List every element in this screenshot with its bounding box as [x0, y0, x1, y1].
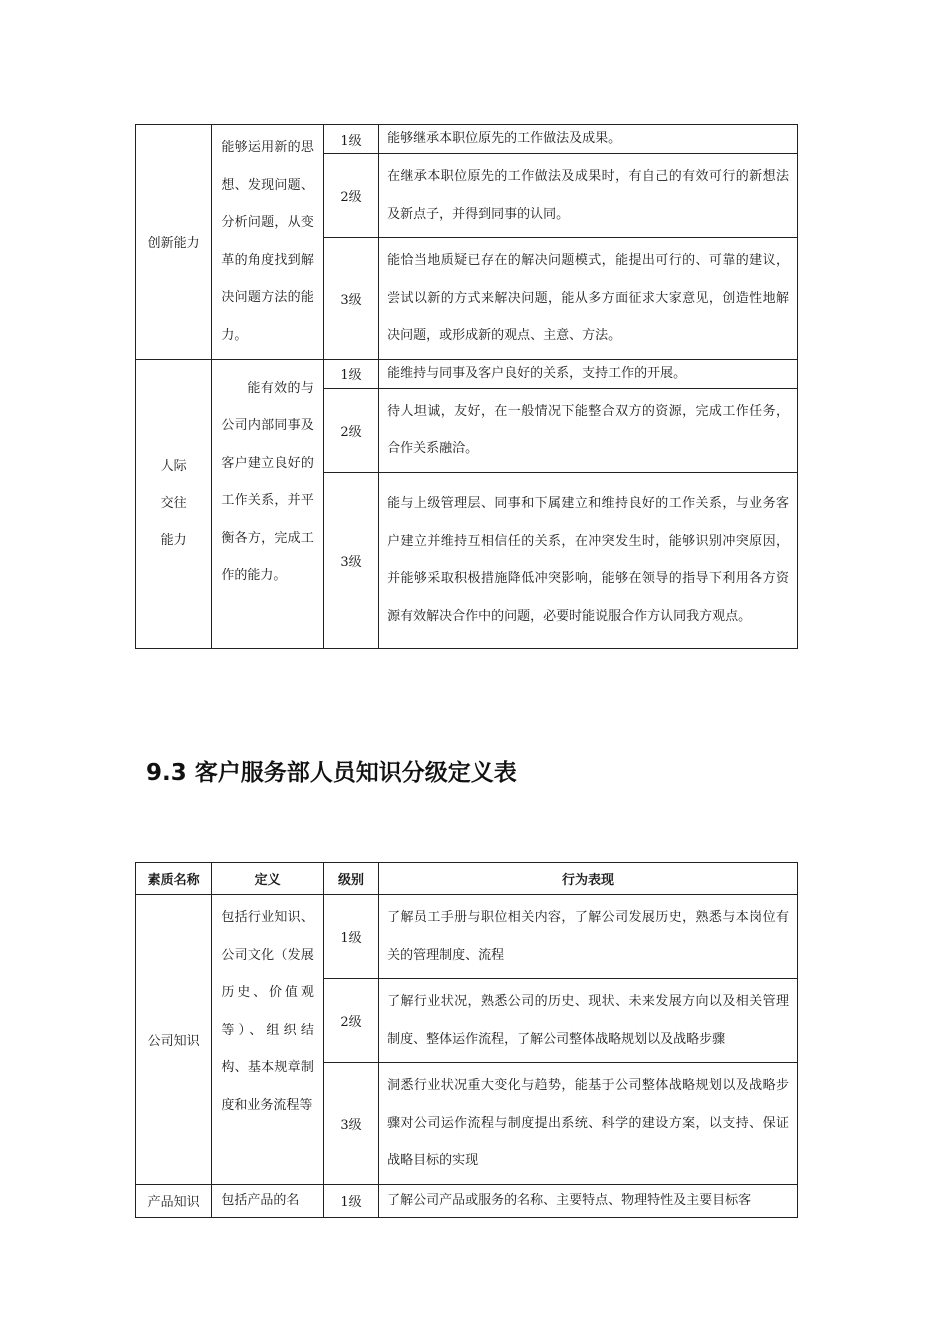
level-label: 3级: [323, 238, 378, 360]
column-header: 定义: [212, 863, 324, 895]
quality-name-company: 公司知识: [136, 895, 212, 1185]
quality-name-innovation: 创新能力: [136, 125, 212, 360]
quality-name-text: 人际交往能力: [160, 459, 187, 548]
table-row: [136, 359, 798, 388]
level-label: 2级: [323, 154, 378, 238]
table-row: [136, 895, 798, 979]
behavior-text: 能恰当地质疑已存在的解决问题模式，能提出可行的、可靠的建议，尝试以新的方式来解决问题，能从多方面征求大家意见，创造性地解决问题，或形成新的观点、主意、方法。: [379, 238, 798, 360]
definition-product: 包括产品的名: [212, 1184, 324, 1217]
column-header: 素质名称: [136, 863, 212, 895]
column-header: 级别: [323, 863, 378, 895]
definition-innovation: 能够运用新的思想、发现问题、分析问题，从变革的角度找到解决问题方法的能力。: [212, 125, 324, 360]
table-header-row: [136, 863, 798, 895]
level-label: 1级: [323, 1184, 378, 1217]
level-label: 3级: [323, 1063, 378, 1185]
knowledge-table: [135, 862, 798, 1218]
level-label: 1级: [323, 895, 378, 979]
behavior-text: 在继承本职位原先的工作做法及成果时，有自己的有效可行的新想法及新点子，并得到同事的认同。: [379, 154, 798, 238]
behavior-text: 洞悉行业状况重大变化与趋势，能基于公司整体战略规划以及战略步骤对公司运作流程与制度提出系统、科学的建设方案，以支持、保证战略目标的实现: [379, 1063, 798, 1185]
definition-company: 包括行业知识、公司文化（发展历史、价值观等）、组织结构、基本规章制度和业务流程等: [212, 895, 324, 1185]
behavior-text: 能维持与同事及客户良好的关系，支持工作的开展。: [379, 359, 798, 388]
section-heading: 9.3 客户服务部人员知识分级定义表: [146, 760, 517, 786]
level-label: 2级: [323, 388, 378, 472]
behavior-text: 待人坦诚，友好，在一般情况下能整合双方的资源，完成工作任务，合作关系融洽。: [379, 388, 798, 472]
definition-interpersonal: 能有效的与公司内部同事及客户建立良好的工作关系，并平衡各方，完成工作的能力。: [212, 359, 324, 648]
level-label: 1级: [323, 359, 378, 388]
behavior-text: 了解公司产品或服务的名称、主要特点、物理特性及主要目标客: [379, 1184, 798, 1217]
quality-name-interpersonal: [136, 359, 212, 648]
competency-table-1: [135, 124, 798, 649]
behavior-text: 能与上级管理层、同事和下属建立和维持良好的工作关系，与业务客户建立并维持互相信任的关系，在冲突发生时，能够识别冲突原因，并能够采取积极措施降低冲突影响，能够在领导的指导下利用各方资源有效解决合作中的问题，必要时能说服合作方认同我方观点。: [379, 472, 798, 648]
table-row: [136, 1184, 798, 1217]
behavior-text: 了解行业状况，熟悉公司的历史、现状、未来发展方向以及相关管理制度、整体运作流程，了解公司整体战略规划以及战略步骤: [379, 979, 798, 1063]
quality-name-product: 产品知识: [136, 1184, 212, 1217]
table-row: [136, 125, 798, 154]
behavior-text: 能够继承本职位原先的工作做法及成果。: [379, 125, 798, 154]
level-label: 2级: [323, 979, 378, 1063]
column-header: 行为表现: [379, 863, 798, 895]
level-label: 1级: [323, 125, 378, 154]
behavior-text: 了解员工手册与职位相关内容，了解公司发展历史，熟悉与本岗位有关的管理制度、流程: [379, 895, 798, 979]
level-label: 3级: [323, 472, 378, 648]
